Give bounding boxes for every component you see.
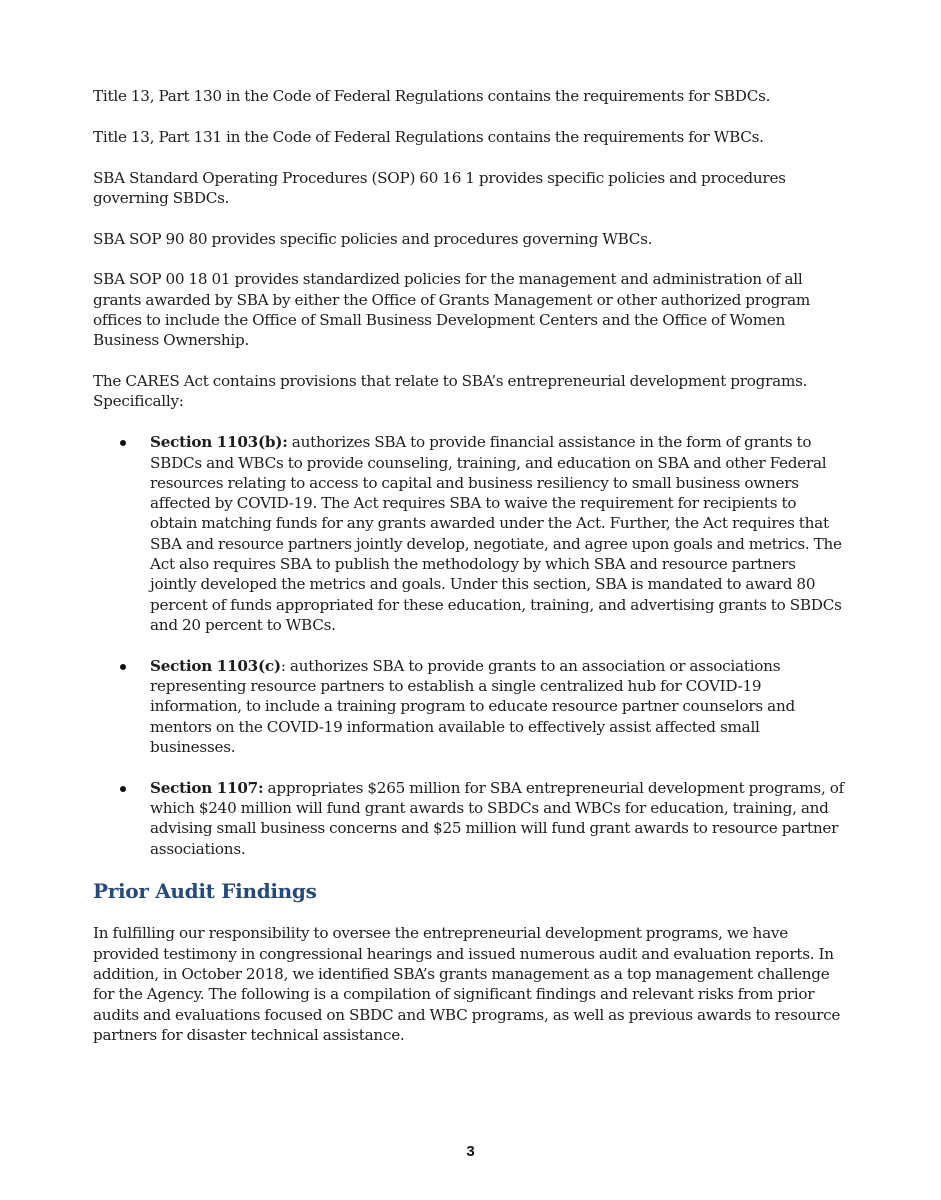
section-heading-prior-audit-findings: Prior Audit Findings bbox=[93, 879, 317, 904]
paragraph-cfr-part-130: Title 13, Part 130 in the Code of Federal Regulations contains the requirements for SBDCs. bbox=[93, 87, 771, 105]
paragraph-sop-90-80: SBA SOP 90 80 provides specific policies and procedures governing WBCs. bbox=[93, 229, 653, 248]
list-item-section-1107 bbox=[93, 778, 845, 859]
section-label: Section 1103(c) bbox=[150, 656, 281, 675]
bullet-icon bbox=[120, 664, 126, 670]
paragraph-cares-act-intro: The CARES Act contains provisions that relate to SBA’s entrepreneurial development programs. Specifically: bbox=[93, 372, 808, 411]
bullet-icon bbox=[120, 440, 126, 446]
paragraph-sop-60-16-1: SBA Standard Operating Procedures (SOP) 60 16 1 provides specific policies and procedures governing SBDCs. bbox=[93, 168, 786, 207]
document-page bbox=[93, 86, 845, 1066]
list-item-section-1103c bbox=[93, 656, 845, 757]
section-description: appropriates $265 million for SBA entrepreneurial development programs, of which $240 million will fund grant awards to SBDCs and WBCs for education, training, and advising small business concerns and $25 million will fund grant awards to resource partner associations. bbox=[150, 778, 845, 858]
bullet-icon bbox=[120, 786, 126, 792]
list-item-section-1103b bbox=[93, 432, 845, 635]
section-label: Section 1107: bbox=[150, 778, 264, 797]
section-description: : authorizes SBA to provide grants to an association or associations representing resource partners to establish a single centralized hub for COVID-19 information, to include a training program to educate resource partner counselors and mentors on the COVID-19 information available to effectively assist affected small businesses. bbox=[150, 656, 795, 756]
paragraph-sop-00-18-01: SBA SOP 00 18 01 provides standardized policies for the management and administration of all grants awarded by SBA by either the Office of Grants Management or other authorized program offices to include the Office of Small Business Development Centers and the Office of Women Business Ownership. bbox=[93, 270, 811, 350]
section-label: Section 1103(b): bbox=[150, 433, 288, 452]
page-number: 3 bbox=[466, 1143, 475, 1160]
cares-act-sections-list bbox=[93, 432, 845, 859]
paragraph-prior-audit-findings: In fulfilling our responsibility to oversee the entrepreneurial development programs, we have provided testimony in congressional hearings and issued numerous audit and evaluation reports. In addition, in October 2018, we identified SBA’s grants management as a top management challenge for the Agency. The following is a compilation of significant findings and relevant risks from prior audits and evaluations focused on SBDC and WBC programs, as well as previous awards to resource partners for disaster technical assistance. bbox=[93, 924, 841, 1044]
section-description: authorizes SBA to provide financial assistance in the form of grants to SBDCs and WBCs to provide counseling, training, and education on SBA and other Federal resources relating to access to capital and business resiliency to small business owners affected by COVID-19. The Act requires SBA to waive the requirement for recipients to obtain matching funds for any grants awarded under the Act. Further, the Act requires that SBA and resource partners jointly develop, negotiate, and agree upon goals and metrics. The Act also requires SBA to publish the methodology by which SBA and resource partners jointly developed the metrics and goals. Under this section, SBA is mandated to award 80 percent of funds appropriated for these education, training, and advertising grants to SBDCs and 20 percent to WBCs. bbox=[150, 433, 842, 634]
paragraph-cfr-part-131: Title 13, Part 131 in the Code of Federal Regulations contains the requirements for WBCs. bbox=[93, 127, 764, 146]
